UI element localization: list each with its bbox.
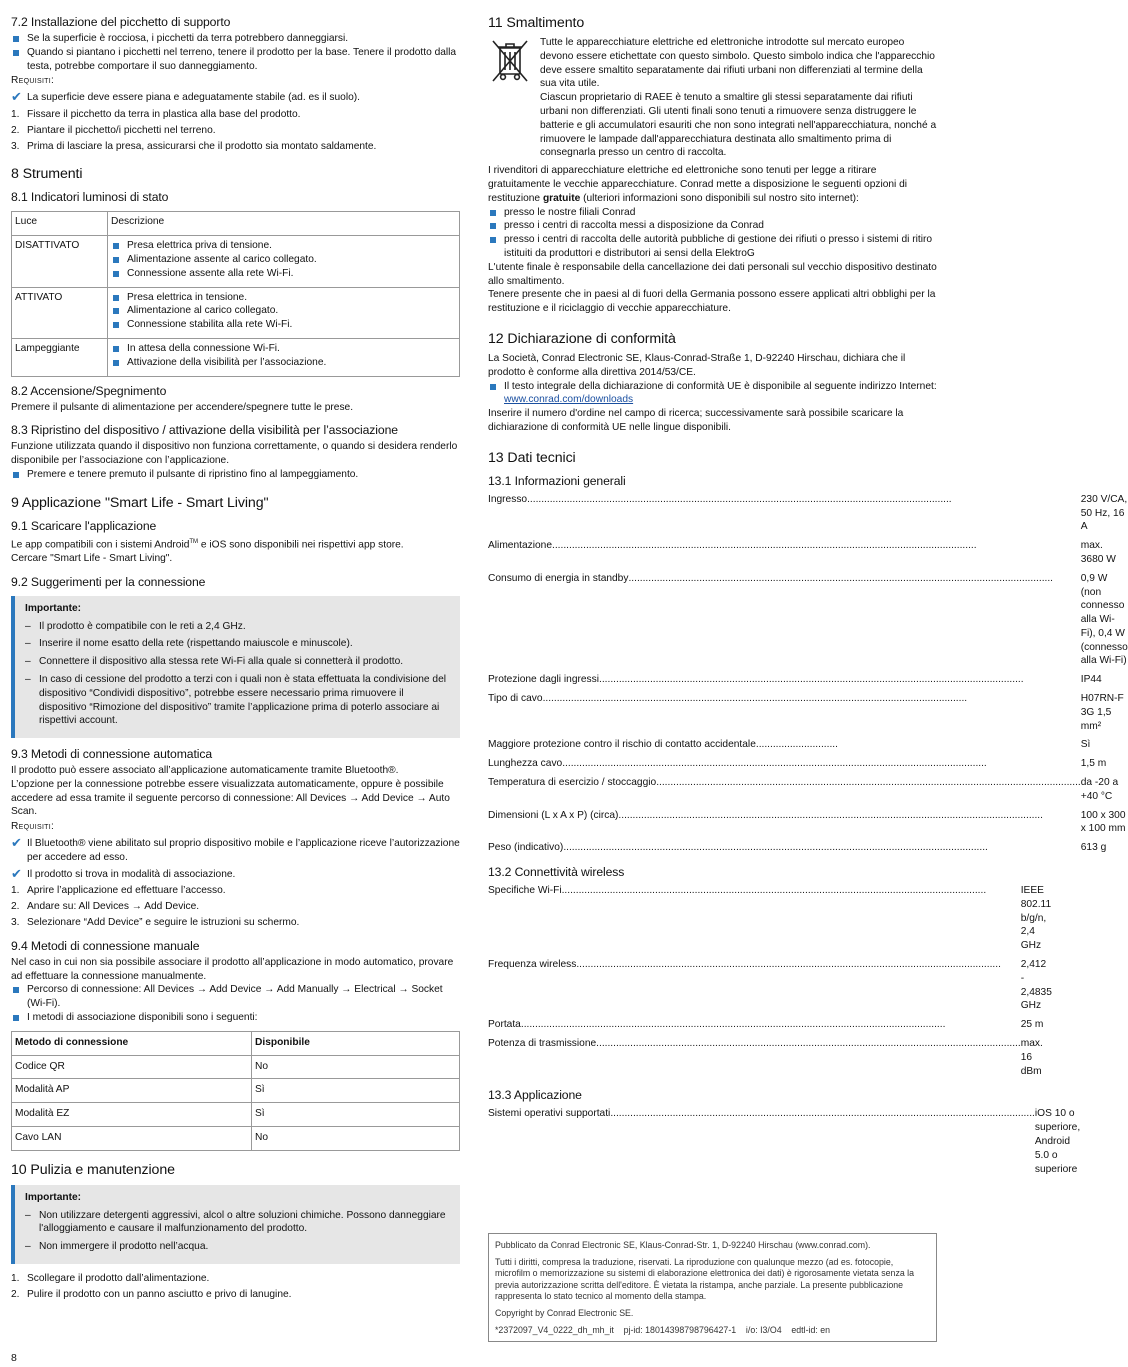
section-9-3-text: Il prodotto può essere associato all’applicazione automaticamente tramite Bluetooth®. [11, 765, 399, 777]
text-span: Le app compatibili con i sistemi Android [11, 539, 190, 551]
method-available: Sì [252, 1079, 460, 1103]
spec-value: iOS 10 o superiore, Android 5.0 o superiore [1034, 1108, 1081, 1175]
table-row [488, 956, 1052, 1016]
imprint-publisher: Pubblicato da Conrad Electronic SE, Klaus-Conrad-Str. 1, D-92240 Hirschau (www.conrad.com). [495, 1240, 871, 1250]
disposal-paragraph: Ciascun proprietario di RAEE è tenuto a smaltire gli stessi separatamente dai rifiuti urbani non differenziati. Gli utenti finali sono tenuti a rimuovere senza distruggere le batterie e gli accumulatori esauriti che non sono integrati nell'apparecchiatura, nonché a rimuovere le lampade dall'apparecchiatura destinata allo smaltimento prima di consegnarla presso un centro di raccolta. [540, 92, 937, 159]
conformity-text: La Società, Conrad Electronic SE, Klaus-Conrad-Straße 1, D-92240 Hirschau, dichiara che il prodotto è conforme alla direttiva 2014/53/CE. [488, 352, 906, 378]
disposal-paragraph: Tenere presente che in paesi al di fuori della Germania possono essere applicati altri obblighi per la restituzione e il riciclaggio di vecchie apparecchiature. [488, 289, 936, 315]
check-text: Il Bluetooth® viene abilitato sul proprio dispositivo mobile e l’applicazione riceve l’autorizzazione per accedere ad esso. [27, 838, 460, 863]
check-text: La superficie deve essere piana e adeguatamente stabile (ad. es il suolo). [27, 92, 360, 104]
spec-key: Maggiore protezione contro il rischio di contatto accidentale [488, 739, 756, 751]
spec-value: 230 V/CA, 50 Hz, 16 A [1080, 493, 1128, 533]
step-text: Pulire il prodotto con un panno asciutto e privo di lanugine. [27, 1288, 292, 1300]
spec-value: 1,5 m [1080, 758, 1107, 770]
left-column [11, 14, 460, 1304]
table-row [12, 338, 460, 376]
list-item: Connessione assente alla rete Wi-Fi. [111, 267, 455, 281]
imprint-rights: Tutti i diritti, compresa la traduzione, riservati. La riproduzione con qualunque mezzo (ad es. fotocopie, microfilm o memorizzazione su sistemi di elaborazione elettronica dei dati) è rigorosamente vietata senza la previa autorizzazione scritta dell'editore. È vietata la ristampa, anche parziale. La presente pubblicazione rappresenta lo stato tecnico al momento della stampa. [495, 1256, 915, 1302]
led-state: ATTIVATO [12, 287, 108, 338]
step-item: 1. Fissare il picchetto da terra in plastica alla base del prodotto. [11, 108, 301, 120]
note-item: – Inserire il nome esatto della rete (rispettando maiuscole e minuscole). [25, 638, 353, 650]
section-7-2-steps [11, 108, 460, 153]
step-text: Piantare il picchetto/i picchetti nel terreno. [27, 124, 216, 136]
page-number: 8 [11, 1352, 17, 1364]
status-led-table [11, 211, 460, 376]
list-item: Percorso di connessione: All Devices → Add Device → Add Manually → Electrical → Socket (Wi-Fi). [11, 983, 460, 1011]
table-row [12, 287, 460, 338]
method-name: Codice QR [12, 1055, 252, 1079]
text-span: (ulteriori informazioni sono disponibili sul nostro sito internet): [580, 192, 859, 204]
check-item [11, 837, 460, 865]
led-state: DISATTIVATO [12, 236, 108, 287]
spec-value: IEEE 802.11 b/g/n, 2,4 GHz [1020, 885, 1052, 952]
list-item: Premere e tenere premuto il pulsante di ripristino fino al lampeggiamento. [11, 468, 460, 482]
section-11-title: 11 Smaltimento [488, 15, 585, 31]
spec-value: max. 3680 W [1080, 540, 1116, 565]
important-note [11, 596, 460, 738]
method-available: Sì [252, 1103, 460, 1127]
checkmark-icon: ✔ [11, 835, 22, 851]
column-header: Luce [12, 212, 108, 236]
step-item: 1. Scollegare il prodotto dall’alimentazione. [11, 1273, 210, 1285]
column-header: Descrizione [108, 212, 460, 236]
table-row: Maggiore protezione contro il rischio di contatto accidentale............................. Sì [488, 736, 1128, 755]
step-item: 2. Andare su: All Devices → Add Device. [11, 901, 200, 913]
section-9-3-title: 9.3 Metodi di connessione automatica [11, 747, 213, 762]
conformity-text: Inserire il numero d'ordine nel campo di ricerca; successivamente sarà possibile scaricare la dichiarazione di conformità UE nelle lingue disponibili. [488, 408, 904, 433]
spec-key: Portata [488, 1019, 521, 1031]
disposal-paragraph: Tutte le apparecchiature elettriche ed elettroniche introdotte sul mercato europeo devono essere etichettate con questo simbolo. Questo simbolo indica che l'apparecchio deve essere smaltito separatamente dai rifiuti urbani non differenziati al termine della sua vita utile. [540, 37, 935, 90]
checkmark-icon: ✔ [11, 865, 22, 881]
section-9-1-title: 9.1 Scaricare l'applicazione [11, 518, 157, 533]
check-text: Il prodotto si trova in modalità di associazione. [27, 868, 236, 880]
text-span: Il testo integrale della dichiarazione di conformità UE è disponibile al seguente indirizzo Internet: [504, 380, 937, 392]
note-text: Non immergere il prodotto nell’acqua. [39, 1241, 209, 1253]
section-7-2-title: 7.2 Installazione del picchetto di supporto [11, 15, 231, 29]
spec-key: Specifiche Wi-Fi [488, 885, 562, 897]
table-row [488, 690, 1128, 736]
table-row [12, 1055, 460, 1079]
disposal-paragraph: L'utente finale è responsabile della cancellazione dei dati personali sul vecchio dispositivo destinato allo smaltimento. [488, 261, 937, 287]
spec-key: Potenza di trasmissione [488, 1038, 597, 1050]
table-row [488, 807, 1128, 840]
table-row [488, 537, 1128, 570]
spec-key: Ingresso [488, 493, 528, 505]
step-text: Aprire l’applicazione ed effettuare l’accesso. [27, 885, 226, 897]
section-8-3-text: Funzione utilizzata quando il dispositivo non funziona correttamente, o quando si desidera renderlo disponibile per l’associazione con l’applicazione. [11, 441, 458, 467]
section-13-title: 13 Dati tecnici [488, 449, 576, 466]
list-item: presso i centri di raccolta messi a disposizione da Conrad [488, 219, 937, 233]
step-text: Fissare il picchetto da terra in plastica alla base del prodotto. [27, 108, 301, 120]
spec-key: Tipo di cavo [488, 693, 543, 705]
method-name: Modalità EZ [12, 1103, 252, 1127]
spec-value: 100 x 300 x 100 mm [1080, 809, 1126, 835]
section-8-3-title: 8.3 Ripristino del dispositivo / attivazione della visibilità per l’associazione [11, 423, 398, 438]
table-row [488, 570, 1128, 672]
spec-value: IP44 [1080, 674, 1102, 686]
list-item: I metodi di associazione disponibili sono i seguenti: [11, 1011, 460, 1025]
table-row [488, 774, 1128, 807]
table-row [488, 882, 1052, 956]
requirements-label: Requisiti: [11, 75, 55, 87]
spec-key: Dimensioni (L x A x P) (circa) [488, 809, 619, 821]
column-header: Metodo di connessione [12, 1031, 252, 1055]
table-row [12, 1127, 460, 1151]
method-available: No [252, 1055, 460, 1079]
note-item: – Non immergere il prodotto nell’acqua. [25, 1241, 209, 1253]
step-item: 3. Selezionare “Add Device” e seguire le istruzioni su schermo. [11, 917, 300, 929]
list-item [488, 380, 937, 408]
list-item: Presa elettrica in tensione. [111, 291, 455, 305]
section-9-3-text: L’opzione per la connessione potrebbe essere visualizzata automaticamente, oppure è possibile accedere ad essa tramite il seguente percorso di connessione: All Devices → Add Device → Auto Scan. [11, 778, 450, 818]
section-8-title: 8 Strumenti [11, 166, 83, 183]
note-item: – Il prodotto è compatibile con le reti a 2,4 GHz. [25, 620, 246, 632]
imprint-copyright: Copyright by Conrad Electronic SE. [495, 1307, 634, 1318]
table-row [488, 491, 1128, 537]
note-title: Importante: [25, 1191, 82, 1203]
section-13-1-title: 13.1 Informazioni generali [488, 473, 626, 488]
section-13-2-title: 13.2 Connettività wireless [488, 865, 625, 880]
table-row [12, 1103, 460, 1127]
section-9-1-text [11, 536, 460, 552]
spec-value: max. 16 dBm [1020, 1038, 1043, 1077]
step-text: Scollegare il prodotto dall’alimentazione. [27, 1273, 210, 1285]
section-8-2-text: Premere il pulsante di alimentazione per accendere/spegnere tutte le prese. [11, 401, 354, 413]
note-item: – In caso di cessione del prodotto a terzi con i quali non è stata effettuata la condivisione del dispositivo “Condividi dispositivo”, potrebbe essere necessario prima rimuovere il dispositivo “Rimozione del dispositivo” tramite l’applicazione prima di poterlo associare ai rispettivi account. [25, 673, 447, 727]
method-available: No [252, 1127, 460, 1151]
disposal-block [488, 36, 937, 160]
check-item [11, 91, 460, 105]
table-row [488, 671, 1128, 690]
section-12-title: 12 Dichiarazione di conformità [488, 330, 676, 347]
table-header-row [12, 212, 460, 236]
table-row [12, 1079, 460, 1103]
spec-key: Lunghezza cavo [488, 758, 563, 770]
note-text: Connettere il dispositivo alla stessa rete Wi-Fi alla quale si connetterà il prodotto. [39, 656, 404, 668]
spec-key: Sistemi operativi supportati [488, 1108, 611, 1120]
note-text: Inserire il nome esatto della rete (rispettando maiuscole e minuscole). [39, 638, 353, 650]
method-name: Modalità AP [12, 1079, 252, 1103]
step-item: 1. Aprire l’applicazione ed effettuare l’accesso. [11, 885, 226, 897]
text-span: e iOS sono disponibili nei rispettivi app store. [198, 539, 404, 551]
table-row [488, 839, 1128, 858]
step-text: Selezionare “Add Device” e seguire le istruzioni su schermo. [27, 917, 300, 929]
led-state: Lampeggiante [12, 338, 108, 376]
spec-key: Protezione dagli ingressi [488, 674, 599, 686]
imprint-code: *2372097_V4_0222_dh_mh_it pj-id: 18014398798796427-1 i/o: I3/O4 edtl-id: en [495, 1324, 831, 1335]
list-item: Alimentazione assente al carico collegato. [111, 253, 455, 267]
connection-methods-table [11, 1031, 460, 1151]
list-item: In attesa della connessione Wi-Fi. [111, 342, 455, 356]
list-item: Se la superficie è rocciosa, i picchetti da terra potrebbero danneggiarsi. [11, 32, 460, 46]
spec-key: Consumo di energia in standby [488, 572, 629, 584]
table-row [12, 236, 460, 287]
list-item: Quando si piantano i picchetti nel terreno, tenere il prodotto per la base. Tenere il prodotto dalla testa, potrebbe comportare il suo danneggiamento. [11, 46, 460, 74]
section-7-2-bullets [11, 32, 460, 73]
trademark-mark: TM [189, 538, 199, 545]
section-9-title: 9 Applicazione "Smart Life - Smart Living" [11, 494, 269, 511]
spec-key: Temperatura di esercizio / stoccaggio [488, 777, 657, 789]
check-item [11, 865, 460, 882]
list-item: presso le nostre filiali Conrad [488, 206, 937, 220]
table-row [488, 755, 1128, 774]
text-span: I rivenditori di apparecchiature elettriche ed elettroniche sono tenuti per legge a ritirare gratuitamente le vecchie apparecchiature. Conrad mette a disposizione le seguenti opzioni di restituzione [488, 165, 908, 204]
section-8-1-title: 8.1 Indicatori luminosi di stato [11, 190, 169, 205]
spec-value: 25 m [1020, 1019, 1044, 1031]
section-8-2-title: 8.2 Accensione/Spegnimento [11, 383, 167, 398]
note-text: Non utilizzare detergenti aggressivi, alcol o altre soluzioni chimiche. Possono danneggiare l'alloggiamento e causare il malfunzionamento del prodotto. [39, 1209, 446, 1235]
spec-value: Sì [1080, 739, 1091, 751]
step-text: Prima di lasciare la presa, assicurarsi che il prodotto sia montato saldamente. [27, 140, 377, 152]
general-specs-table [488, 491, 1128, 858]
spec-key: Peso (indicativo) [488, 842, 564, 854]
downloads-link[interactable]: www.conrad.com/downloads [504, 394, 634, 406]
section-9-4-title: 9.4 Metodi di connessione manuale [11, 938, 200, 953]
step-item: 2. Pulire il prodotto con un panno asciutto e privo di lanugine. [11, 1288, 292, 1300]
table-header-row [12, 1031, 460, 1055]
list-item: Connessione stabilita alla rete Wi-Fi. [111, 318, 455, 332]
section-13-3-title: 13.3 Applicazione [488, 1088, 582, 1103]
section-10-title: 10 Pulizia e manutenzione [11, 1161, 175, 1178]
table-row [488, 1016, 1052, 1035]
spec-value: da -20 a +40 °C [1080, 777, 1119, 802]
note-item: – Connettere il dispositivo alla stessa rete Wi-Fi alla quale si connetterà il prodotto. [25, 656, 404, 668]
spec-value: 613 g [1080, 842, 1107, 854]
note-text: In caso di cessione del prodotto a terzi con i quali non è stata effettuata la condivisione del dispositivo “Condividi dispositivo”, potrebbe essere necessario prima rimuovere il dispositivo “Rimozione del dispositivo” tramite l’applicazione prima di poterlo associare ai rispettivi account. [39, 673, 447, 727]
right-column [488, 14, 1128, 1183]
spec-value: 0,9 W (non connesso alla Wi-Fi), 0,4 W (connesso alla Wi-Fi) [1080, 572, 1128, 667]
column-header: Disponibile [252, 1031, 460, 1055]
step-item: 3. Prima di lasciare la presa, assicurarsi che il prodotto sia montato saldamente. [11, 140, 377, 152]
spec-value: H07RN-F 3G 1,5 mm² [1080, 693, 1124, 732]
method-name: Cavo LAN [12, 1127, 252, 1151]
note-text: Il prodotto è compatibile con le reti a 2,4 GHz. [39, 620, 246, 632]
list-item: Attivazione della visibilità per l’associazione. [111, 356, 455, 370]
note-item: – Non utilizzare detergenti aggressivi, alcol o altre soluzioni chimiche. Possono danneggiare l'alloggiamento e causare il malfunzionamento del prodotto. [25, 1209, 446, 1235]
disposal-paragraph [488, 164, 937, 205]
section-9-2-title: 9.2 Suggerimenti per la connessione [11, 574, 206, 589]
important-note [11, 1185, 460, 1264]
imprint-box [488, 1233, 937, 1342]
spec-value: 2,412 - 2,4835 GHz [1020, 959, 1052, 1012]
list-item: Alimentazione al carico collegato. [111, 304, 455, 318]
section-9-4-text: Nel caso in cui non sia possibile associare il prodotto all’applicazione in modo automatico, provare ad effettuare la connessione manualmente. [11, 956, 454, 982]
table-row [488, 1035, 1052, 1081]
app-specs-table [488, 1105, 1080, 1179]
checkmark-icon: ✔ [11, 89, 22, 105]
wireless-specs-table [488, 882, 1052, 1081]
step-text: Andare su: All Devices → Add Device. [27, 901, 200, 913]
step-item: 2. Piantare il picchetto/i picchetti nel terreno. [11, 124, 216, 136]
spec-key: Alimentazione [488, 540, 552, 552]
list-item: presso i centri di raccolta delle autorità pubbliche di gestione dei rifiuti o presso i sistemi di ritiro istituiti da produttori e distributori ai sensi della ElektroG [488, 233, 937, 261]
list-item: Presa elettrica priva di tensione. [111, 239, 455, 253]
weee-crossed-bin-icon [488, 38, 532, 84]
text-span-bold: gratuite [542, 192, 581, 204]
table-row [488, 1105, 1080, 1179]
section-9-1-search: Cercare "Smart Life - Smart Living". [11, 552, 173, 564]
requirements-label: Requisiti: [11, 821, 55, 833]
note-title: Importante: [25, 602, 82, 614]
spec-key: Frequenza wireless [488, 959, 577, 971]
